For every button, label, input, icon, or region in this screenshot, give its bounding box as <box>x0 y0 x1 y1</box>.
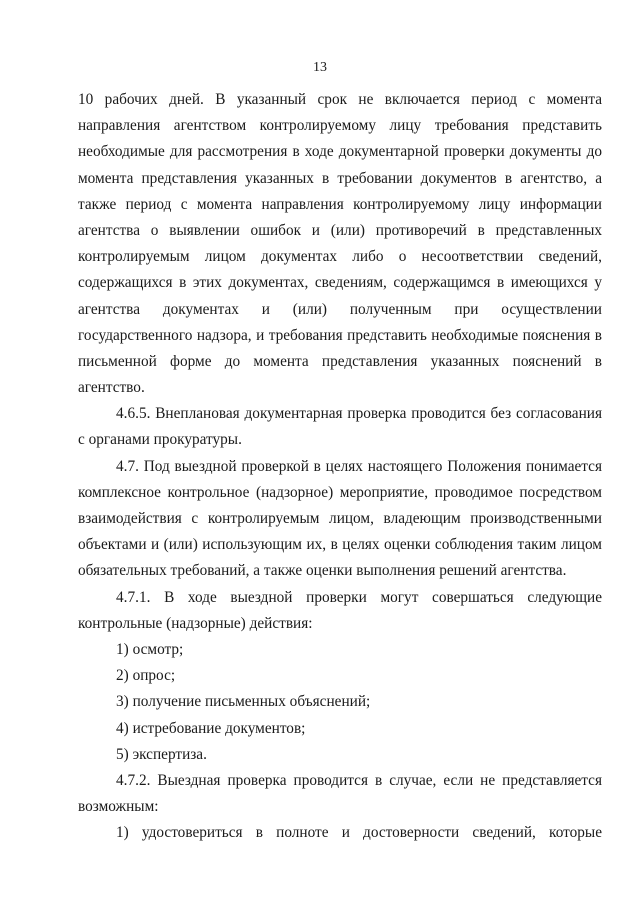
document-body-text <box>78 87 602 846</box>
text-line: необходимые для рассмотрения в ходе документарной проверки документы до <box>78 143 602 161</box>
text-line: 4.7. Под выездной проверкой в целях настоящего Положения понимается <box>116 457 602 475</box>
text-line: 5) экспертиза. <box>116 745 207 763</box>
text-line: 1) удостовериться в полноте и достоверности сведений, которые <box>116 824 602 842</box>
text-line: контрольные (надзорные) действия: <box>78 614 313 632</box>
text-line: письменной форме до момента представления указанных пояснений в <box>78 352 602 370</box>
text-line: 4.6.5. Внеплановая документарная проверка проводится без согласования <box>116 405 602 423</box>
text-line: направления агентством контролируемому лицу требования представить <box>78 117 602 135</box>
text-line: 1) осмотр; <box>116 640 184 658</box>
page-number: 13 <box>313 60 327 75</box>
text-line: 10 рабочих дней. В указанный срок не включается период с момента <box>78 91 602 108</box>
text-line: агентства о выявлении ошибок и (или) противоречий в представленных <box>78 221 602 239</box>
text-line: 3) получение письменных объяснений; <box>116 693 371 711</box>
text-line: содержащихся в этих документах, сведениям, содержащимся в имеющихся у <box>78 274 602 292</box>
text-line: агентство. <box>78 379 145 397</box>
text-line: 4) истребование документов; <box>116 719 306 737</box>
text-line: возможным: <box>78 798 159 816</box>
text-line: 2) опрос; <box>116 667 176 685</box>
text-line: агентства документах и (или) полученным при осуществлении <box>78 300 602 318</box>
text-line: момента представления указанных в требовании документов в агентство, а <box>78 169 602 187</box>
text-line: государственного надзора, и требования представить необходимые пояснения в <box>78 326 602 344</box>
text-line: взаимодействия с контролируемым лицом, владеющим производственными <box>78 510 602 527</box>
text-line: также период с момента направления контролируемому лицу информации <box>78 195 602 213</box>
text-line: контролируемым лицом документах либо о несоответствии сведений, <box>78 248 602 266</box>
text-line: комплексное контрольное (надзорное) мероприятие, проводимое посредством <box>78 483 602 501</box>
text-line: 4.7.1. В ходе выездной проверки могут совершаться следующие <box>116 588 602 606</box>
text-line: с органами прокуратуры. <box>78 431 242 449</box>
text-line: обязательных требований, а также оценки выполнения решений агентства. <box>78 562 567 580</box>
text-line: 4.7.2. Выездная проверка проводится в случае, если не представляется <box>116 771 602 789</box>
text-line: объектами и (или) использующим их, в целях оценки соблюдения таким лицом <box>78 536 602 554</box>
